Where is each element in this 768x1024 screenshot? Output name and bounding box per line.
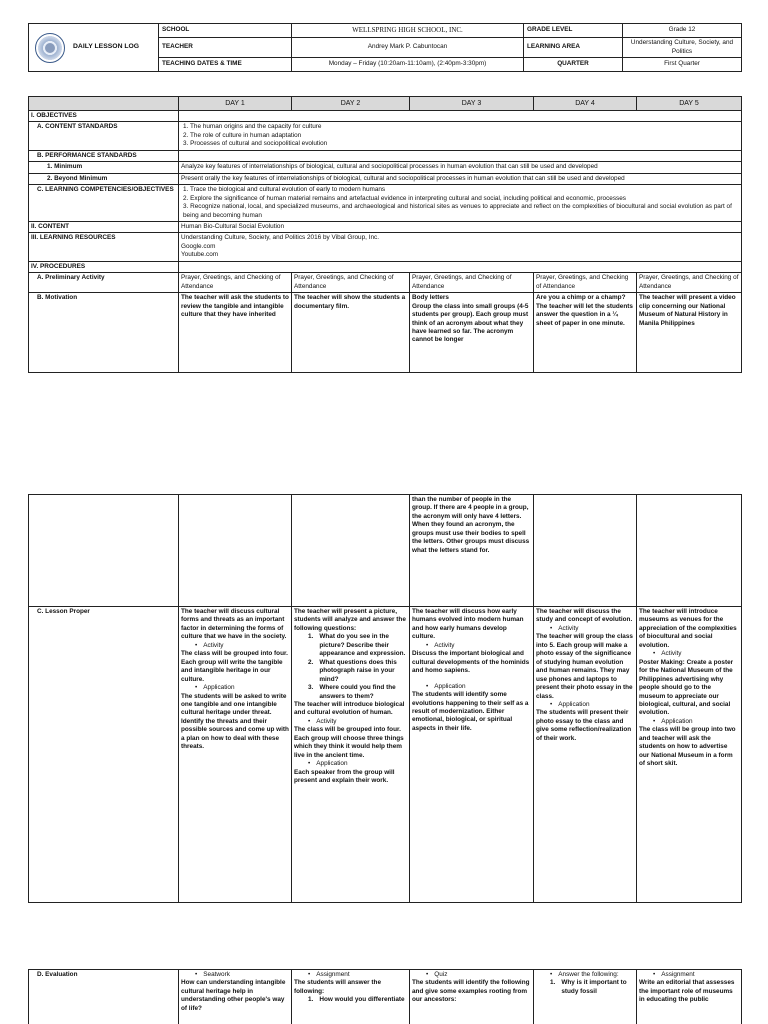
lesson-intro: The teacher will present a picture, students will analyze and answer the following questions: (294, 608, 406, 632)
grade-level-value: Grade 12 (623, 24, 742, 38)
learning-area-value: Understanding Culture, Society, and Politics (623, 38, 742, 58)
question-number: 1. (550, 979, 556, 987)
day-1-header: DAY 1 (179, 97, 292, 111)
question-number: 1. (308, 633, 314, 641)
question-item (308, 633, 407, 658)
content-standards-list (179, 122, 742, 150)
question-list (536, 979, 634, 996)
evaluation-text: The students will answer the following: (294, 979, 382, 995)
evaluation-type: • Assignment (639, 971, 739, 979)
evaluation-type: • Seatwork (181, 971, 289, 979)
day-4-header: DAY 4 (534, 97, 637, 111)
lesson-intro: The teacher will introduce museums as venues for the appreciation of the complexities of biocultural and social evolution. (639, 608, 737, 649)
activity-heading: • Activity (536, 625, 634, 633)
resource-item: Google.com (181, 242, 216, 250)
activity-text: Poster Making: Create a poster for the National Museum of the Philippines advertising why people should go to the museum to appreciate our biological, cultural, and social evolution. (639, 658, 734, 717)
motivation-label: B. Motivation (29, 293, 179, 373)
content-standard-item: 2. The role of culture in human adaptation (183, 131, 302, 139)
competency-item: 1. Trace the biological and cultural evolution of early to modern humans (183, 186, 386, 194)
lesson-table-page-3 (28, 969, 742, 1024)
motivation-day-5: The teacher will present a video clip concerning our National Museum of Natural History in Manila Philippines (637, 293, 742, 373)
performance-standards-label: B. PERFORMANCE STANDARDS (29, 150, 179, 161)
lesson-proper-day-4 (534, 607, 637, 903)
objectives-label: I. OBJECTIVES (29, 111, 179, 122)
resource-item: Youtube.com (181, 251, 219, 259)
evaluation-day-1 (179, 970, 292, 1024)
application-text: Each speaker from the group will present and explain their work. (294, 768, 395, 785)
resource-item: Understanding Culture, Society, and Politics 2016 by Vibal Group, Inc. (181, 234, 379, 242)
motivation-day-2: The teacher will show the students a documentary film. (292, 293, 410, 373)
teacher-value: Andrey Mark P. Cabuntocan (292, 38, 524, 58)
school-value: WELLSPRING HIGH SCHOOL, INC. (292, 24, 524, 38)
preliminary-label: A. Preliminary Activity (29, 273, 179, 293)
activity-heading: • Activity (294, 718, 407, 726)
question-number: 2. (308, 658, 314, 666)
evaluation-day-4 (534, 970, 637, 1024)
quarter-label: QUARTER (524, 58, 623, 72)
question-text: What questions does this photograph raise in your mind? (319, 658, 397, 683)
question-item (308, 996, 407, 1004)
grade-level-label: GRADE LEVEL (524, 24, 623, 38)
preliminary-day-5: Prayer, Greetings, and Checking of Attendance (637, 273, 742, 293)
preliminary-day-1: Prayer, Greetings, and Checking of Attendance (179, 273, 292, 293)
lesson-table-page-1 (28, 96, 742, 373)
dates-value: Monday – Friday (10:20am-11:10am), (2:40pm-3:30pm) (292, 58, 524, 72)
evaluation-day-2 (292, 970, 410, 1024)
question-text: Where could you find the answers to them? (319, 684, 396, 700)
minimum-label: 1. Minimum (29, 162, 179, 173)
evaluation-text: The students will identify the following and give some examples rooting from our ancestors: (412, 979, 530, 1004)
question-text: How would you differentiate (319, 996, 405, 1004)
evaluation-label: D. Evaluation (29, 970, 179, 1024)
lesson-proper-day-3 (410, 607, 534, 903)
question-list (294, 996, 407, 1004)
question-number: 3. (308, 684, 314, 692)
resources-list (179, 233, 742, 261)
application-text: The students will be asked to write one tangible and one intangible cultural heritage under threat. Identify the threats and their possible sources and come up with a plan on how to deal with these threats. (181, 692, 289, 751)
content-standard-item: 1. The human origins and the capacity for culture (183, 123, 322, 131)
question-number: 1. (308, 996, 314, 1004)
motivation-day-1: The teacher will ask the students to review the tangible and intangible culture that they have inherited (179, 293, 292, 373)
day-3-header: DAY 3 (410, 97, 534, 111)
preliminary-day-3: Prayer, Greetings, and Checking of Attendance (410, 273, 534, 293)
lesson-proper-day-2 (292, 607, 410, 903)
activity-heading: • Activity (181, 642, 289, 650)
preliminary-day-2: Prayer, Greetings, and Checking of Attendance (292, 273, 410, 293)
activity-text: The class will be grouped into four. Each group will write the tangible and intangible heritage in our culture. (181, 650, 288, 683)
evaluation-type: • Quiz (412, 971, 531, 979)
question-text: What do you see in the picture? Describe their appearance and expression. (319, 633, 406, 658)
lesson-proper-day-1 (179, 607, 292, 903)
evaluation-text: Write an editorial that assesses the important role of museums in educating the public (639, 979, 735, 1004)
application-text: The students will present their photo essay to the class and give some reflection/realization of their work. (536, 709, 632, 742)
resources-label: III. LEARNING RESOURCES (29, 233, 179, 261)
application-heading: • Application (412, 683, 531, 691)
day-header-row (29, 97, 742, 111)
competency-item: 2. Explore the significance of human material remains and artefactual evidence in interpreting cultural and social, including political and economic, processes (183, 194, 626, 202)
content-standards-label: A. CONTENT STANDARDS (29, 122, 179, 150)
question-item (308, 684, 407, 701)
logo-cell (29, 24, 159, 72)
school-label: SCHOOL (159, 24, 292, 38)
lesson-proper-day-5 (637, 607, 742, 903)
content-standard-item: 3. Processes of cultural and sociopolitical evolution (183, 140, 328, 148)
application-heading: • Application (639, 718, 739, 726)
question-list (294, 633, 407, 701)
lesson-after: The teacher will introduce biological and cultural evolution of human. (294, 700, 405, 717)
lesson-intro: The teacher will discuss the study and concept of evolution. (536, 608, 633, 624)
competencies-label: C. LEARNING COMPETENCIES/OBJECTIVES (29, 185, 179, 222)
application-text: The class will be group into two and teacher will ask the students on how to advertise our National Museum in a form of short skit. (639, 726, 736, 768)
school-seal-icon (35, 33, 65, 63)
activity-text: The teacher will group the class into 5. Each group will make a photo essay of the significance of studying human evolution and human remains. They may use phones and laptops to present their photo essay in the class. (536, 633, 633, 700)
motivation-day-3-continued: than the number of people in the group. If there are 4 people in a group, the acronym will only have 4 letters. When they found an acronym, the groups must use their bodies to spell the letters. Other groups must discuss what the letters stand for. (410, 495, 534, 607)
question-text: Why is it important to study fossil (561, 979, 627, 995)
content-value: Human Bio-Cultural Social Evolution (179, 221, 742, 232)
application-heading: • Application (536, 701, 634, 709)
activity-heading: • Activity (639, 650, 739, 658)
preliminary-day-4: Prayer, Greetings, and Checking of Attendance (534, 273, 637, 293)
learning-area-label: LEARNING AREA (524, 38, 623, 58)
day-2-header: DAY 2 (292, 97, 410, 111)
content-label: II. CONTENT (29, 221, 179, 232)
question-item (550, 979, 634, 996)
evaluation-type: • Assignment (294, 971, 407, 979)
application-heading: • Application (181, 684, 289, 692)
application-heading: • Application (294, 760, 407, 768)
teacher-label: TEACHER (159, 38, 292, 58)
lesson-intro: The teacher will discuss cultural forms and threats as an important factor in determining the forms of culture that we have in the society. (181, 608, 287, 641)
competencies-list (179, 185, 742, 222)
activity-heading: • Activity (412, 642, 531, 650)
activity-text: The class will be grouped into four. Each group will choose three things which they think it would help them live in the ancient time. (294, 726, 404, 759)
evaluation-day-5 (637, 970, 742, 1024)
log-title: DAILY LESSON LOG (73, 43, 140, 50)
procedures-label: IV. PROCEDURES (29, 261, 179, 272)
competency-item: 3. Recognize national, local, and specialized museums, and archaeological and historical sites as venues to appreciate and reflect on the complexities of biocultural and social evolution as part of being and becoming human (183, 203, 732, 219)
evaluation-type: • Answer the following: (536, 971, 634, 979)
day-5-header: DAY 5 (637, 97, 742, 111)
motivation-day-3: Body letters Group the class into small groups (4-5 students per group). Each group must think of an acronym about what they have learned so far. The acronym cannot be longer (410, 293, 534, 373)
beyond-minimum-text: Present orally the key features of interrelationships of biological, cultural and sociopolitical processes in human evolution that can still be used and developed (179, 173, 742, 184)
header-table (28, 23, 742, 72)
lesson-table-page-2 (28, 494, 742, 903)
question-item (308, 659, 407, 684)
activity-text: Discuss the important biological and cultural developments of the hominids and homo sapiens. (412, 650, 530, 675)
motivation-day-4: Are you a chimp or a champ? The teacher will let the students answer the question in a ¼ sheet of paper in one minute. (534, 293, 637, 373)
lesson-proper-label: C. Lesson Proper (29, 607, 179, 903)
lesson-intro: The teacher will discuss how early humans evolved into modern human and how early humans develop culture. (412, 608, 524, 641)
quarter-value: First Quarter (623, 58, 742, 72)
beyond-minimum-label: 2. Beyond Minimum (29, 173, 179, 184)
dates-label: TEACHING DATES & TIME (159, 58, 292, 72)
minimum-text: Analyze key features of interrelationships of biological, cultural and sociopolitical processes in human evolution that can still be used and developed (179, 162, 742, 173)
evaluation-day-3 (410, 970, 534, 1024)
evaluation-text: How can understanding intangible cultural heritage help in understanding other people's way of life? (181, 979, 286, 1012)
application-text: The students will identify some evolutions happening to their self as a result of modernization. Either emotional, biological, or spiritual aspects in their life. (412, 691, 529, 732)
